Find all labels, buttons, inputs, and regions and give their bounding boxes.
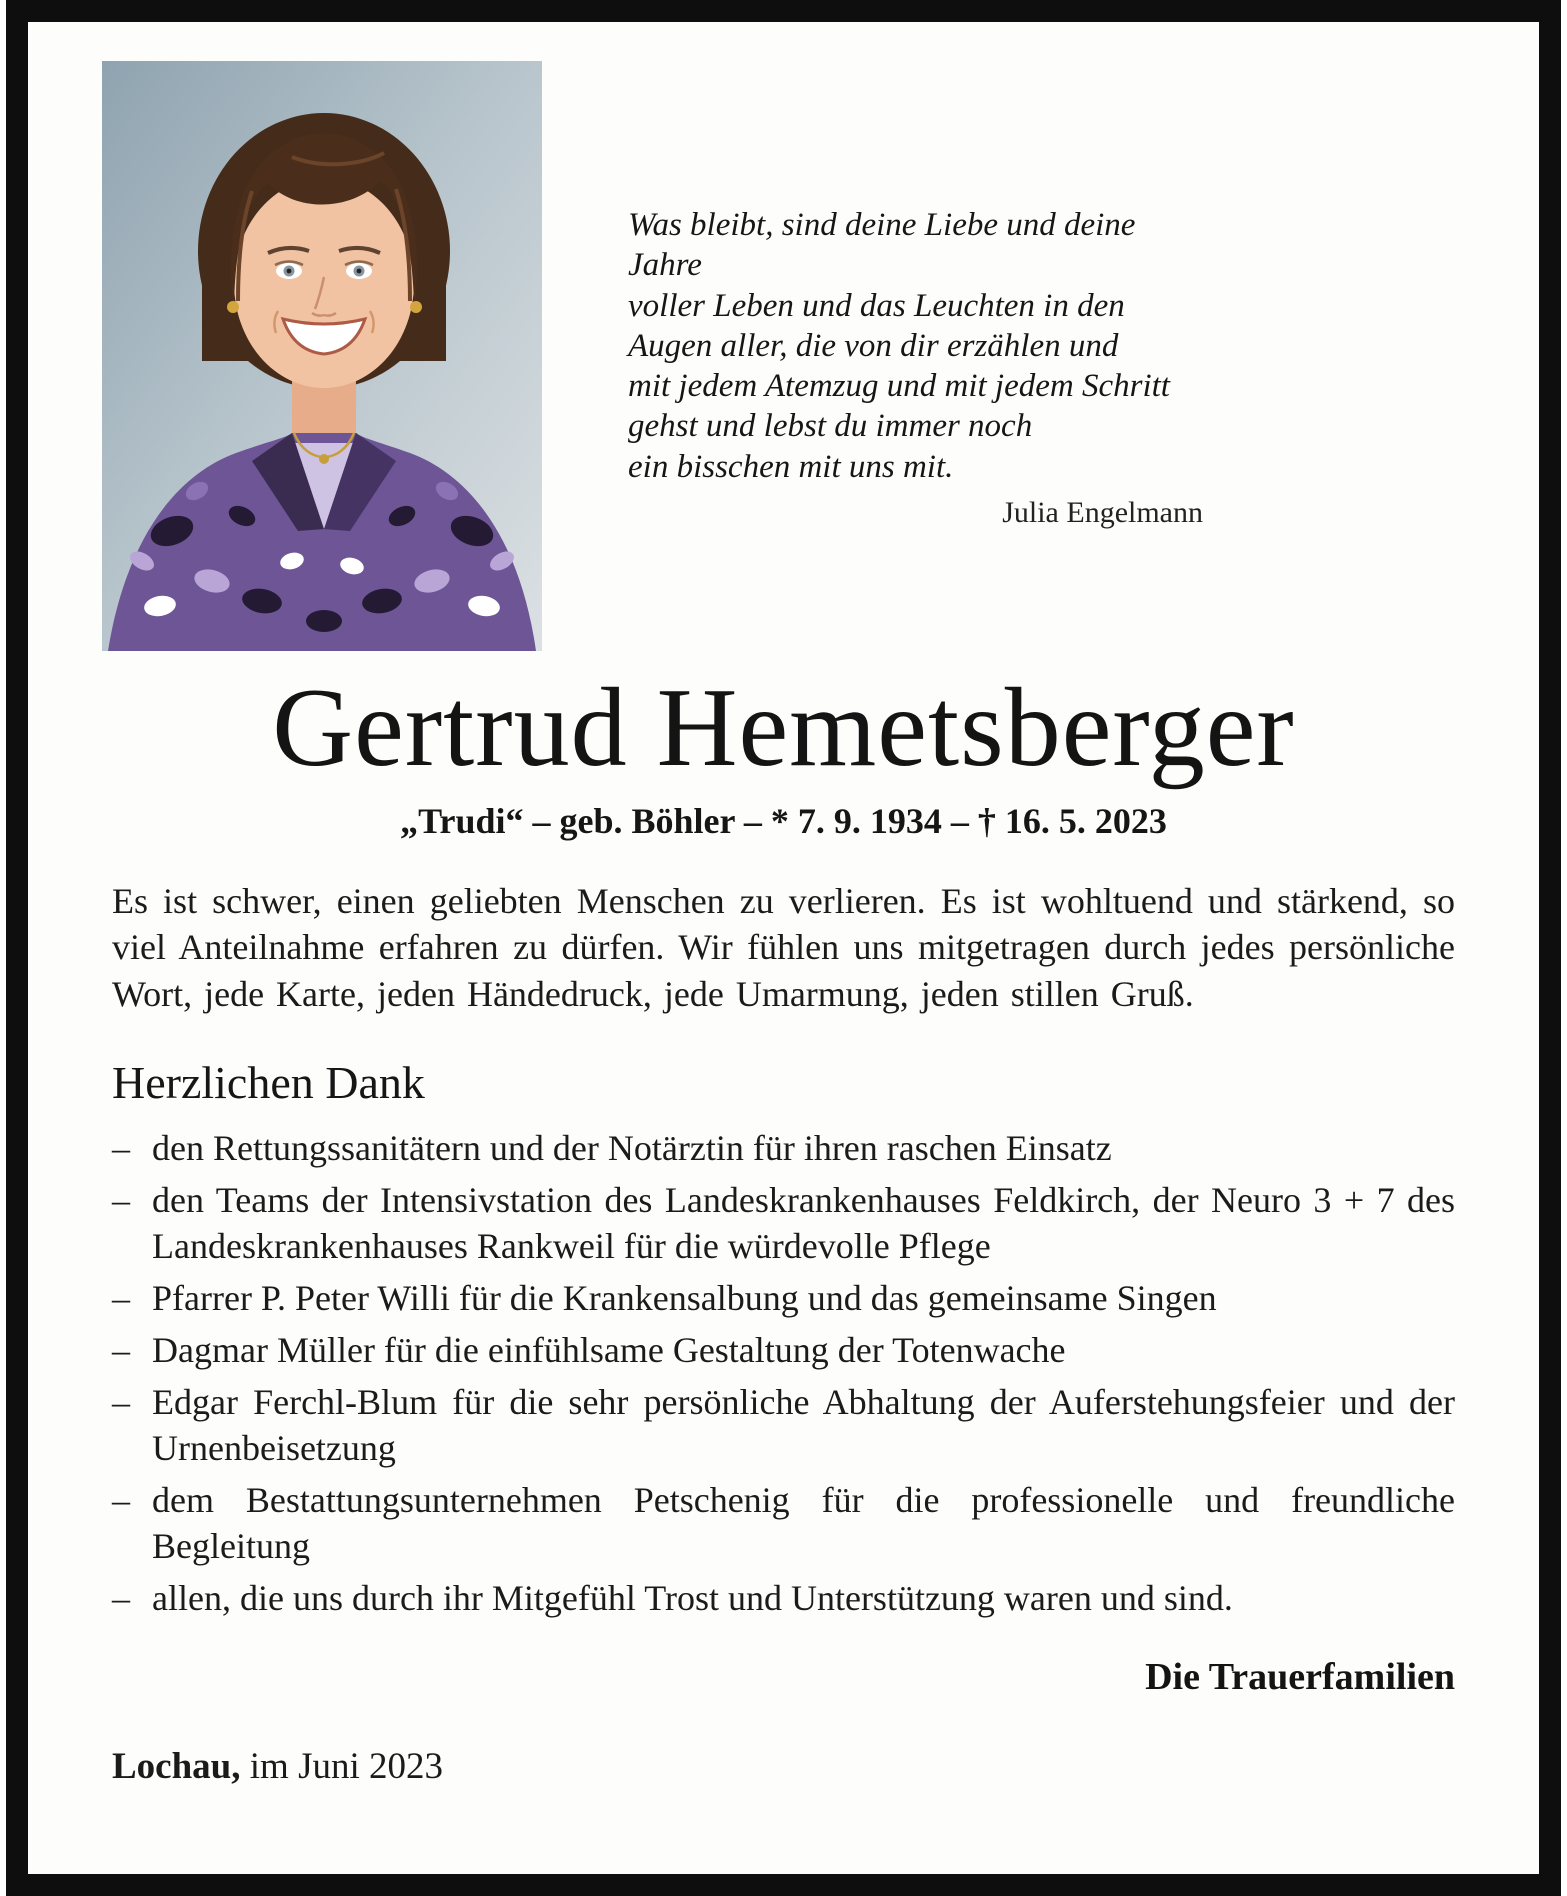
thanks-heading: Herzlichen Dank <box>112 1056 425 1108</box>
thanks-item <box>112 1275 1455 1321</box>
place: Lochau, <box>112 1746 241 1788</box>
thanks-item <box>112 1379 1455 1471</box>
portrait-photo <box>102 61 542 651</box>
date: im Juni 2023 <box>240 1746 444 1788</box>
poem-line: mit jedem Atemzug und mit jedem Schritt <box>628 368 1170 404</box>
signature: Die Trauerfamilien <box>1145 1656 1455 1699</box>
paper <box>28 22 1539 1874</box>
top-section <box>28 22 1539 670</box>
poem-line: gehst und lebst du immer noch <box>628 408 1033 445</box>
dash-bullet: – <box>112 1127 130 1168</box>
life-dates: „Trudi“ – geb. Böhler – * 7. 9. 1934 – † 16. 5. 2023 <box>400 800 1167 841</box>
thanks-item <box>112 1125 1455 1171</box>
poem-line: voller Leben und das Leuchten in den <box>628 287 1125 324</box>
thanks-item-text: Pfarrer P. Peter Willi für die Krankensalbung und das gemeinsame Singen <box>152 1277 1217 1318</box>
place-date <box>28 1745 1539 1788</box>
dash-bullet: – <box>112 1329 130 1370</box>
poem-line: Jahre <box>628 247 702 284</box>
intro-paragraph: Es ist schwer, einen geliebten Menschen zu verlieren. Es ist wohltuend und stärkend, so viel Anteilnahme erfahren zu dürfen. Wir fühlen uns mitgetragen durch jedes persönliche Wort, jede Karte, jeden Händedruck, jede Umarmung, jeden stillen Gruß. <box>112 880 1455 1015</box>
dash-bullet: – <box>112 1277 130 1318</box>
dash-bullet: – <box>112 1381 130 1422</box>
deceased-name: Gertrud Hemetsberger <box>272 666 1295 790</box>
thanks-item <box>112 1177 1455 1269</box>
thanks-item <box>112 1327 1455 1373</box>
poem-line: ein bisschen mit uns mit. <box>628 448 954 485</box>
dash-bullet: – <box>112 1578 130 1619</box>
thanks-item-text: dem Bestattungsunternehmen Petschenig für die professionelle und freundliche Begleitung <box>152 1480 1455 1567</box>
thanks-item-text: den Teams der Intensivstation des Landeskrankenhauses Feldkirch, der Neuro 3 + 7 des Landeskrankenhauses Rankweil für die würdevolle Pflege <box>152 1179 1455 1266</box>
poem-line: Augen aller, die von dir erzählen und <box>628 327 1119 364</box>
thanks-list <box>28 1125 1539 1622</box>
portrait-illustration <box>102 61 542 651</box>
thanks-item-text: Edgar Ferchl-Blum für die sehr persönliche Abhaltung der Auferstehungsfeier und der Urnenbeisetzung <box>152 1381 1455 1469</box>
dash-bullet: – <box>112 1179 130 1220</box>
thanks-item <box>112 1575 1455 1621</box>
memorial-poem <box>628 205 1203 531</box>
thanks-item-text: den Rettungssanitätern und der Notärztin für ihren raschen Einsatz <box>152 1127 1112 1168</box>
dash-bullet: – <box>112 1480 130 1521</box>
thanks-item-text: allen, die uns durch ihr Mitgefühl Trost und Unterstützung waren und sind. <box>152 1578 1233 1619</box>
page-frame <box>6 0 1561 1896</box>
poem-line: Was bleibt, sind deine Liebe und deine <box>628 207 1136 243</box>
thanks-item <box>112 1477 1455 1569</box>
thanks-item-text: Dagmar Müller für die einfühlsame Gestaltung der Totenwache <box>152 1329 1066 1370</box>
poem-author: Julia Engelmann <box>1002 495 1203 529</box>
